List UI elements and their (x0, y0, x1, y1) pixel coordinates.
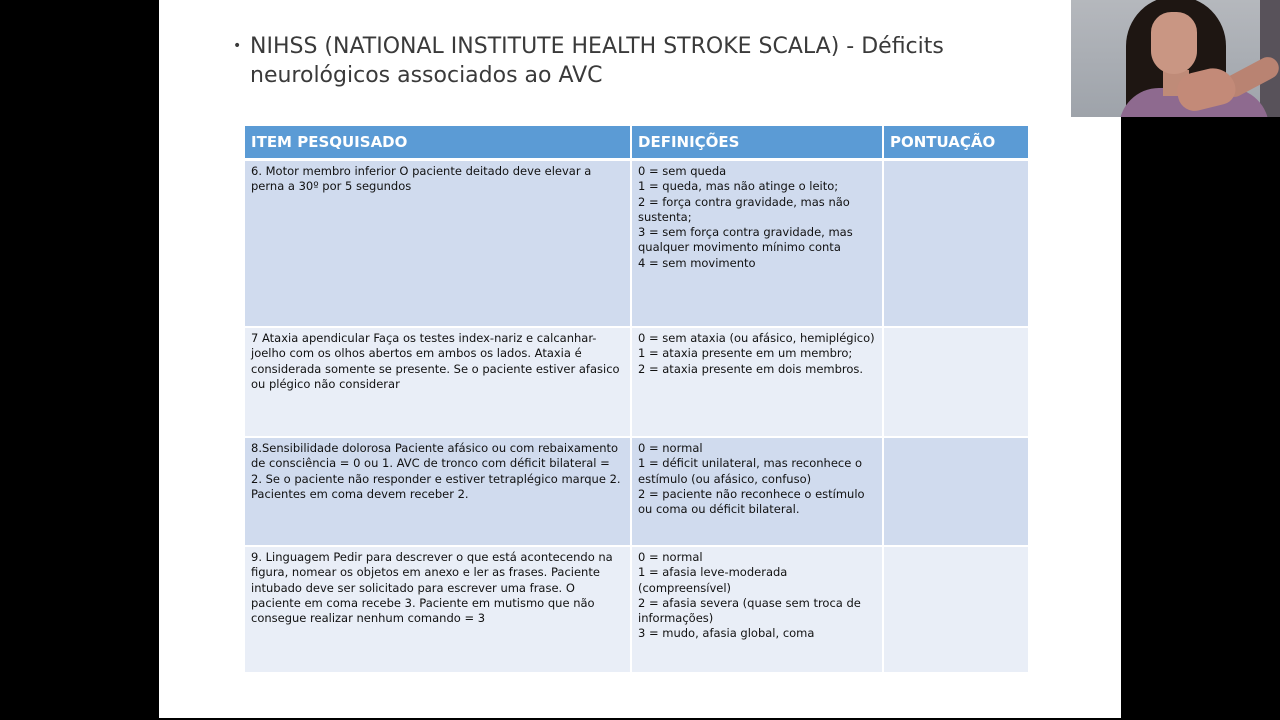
definition-line: 3 = sem força contra gravidade, mas qualquer movimento mínimo conta (638, 225, 853, 255)
definition-line: 2 = afasia severa (quase sem troca de informações) (638, 595, 861, 626)
definitions-cell (631, 160, 883, 328)
definition-line: 0 = sem queda (638, 164, 727, 178)
definitions-cell (631, 546, 883, 673)
table-row (245, 437, 1029, 546)
item-cell: 8.Sensibilidade dolorosa Paciente afásico ou com rebaixamento de consciência = 0 ou 1. AVC de tronco com déficit bilateral = 2. Se o paciente não responder e estiver tetraplégico marque 2. Pacientes em coma devem receber 2. (245, 437, 631, 546)
definitions-cell (631, 327, 883, 437)
item-cell: 7 Ataxia apendicular Faça os testes index-nariz e calcanhar-joelho com os olhos abertos em ambos os lados. Ataxia é considerada somente se presente. Se o paciente estiver afasico ou plégico não considerar (245, 327, 631, 437)
bullet-icon: • (233, 38, 242, 54)
presenter-face (1151, 12, 1197, 74)
table-row (245, 327, 1029, 437)
table-header-row (245, 126, 1029, 160)
definition-line: 0 = normal (638, 550, 703, 564)
header-definitions: DEFINIÇÕES (631, 126, 883, 160)
score-cell (883, 160, 1029, 328)
nihss-table (245, 126, 1030, 674)
header-score: PONTUAÇÃO (883, 126, 1029, 160)
score-cell (883, 327, 1029, 437)
score-cell (883, 437, 1029, 546)
definition-line: 1 = queda, mas não atinge o leito; (638, 179, 839, 194)
definition-line: 3 = mudo, afasia global, coma (638, 626, 815, 641)
slide-title-text: NIHSS (NATIONAL INSTITUTE HEALTH STROKE SCALA) - Déficits neurológicos associados ao AVC (250, 34, 944, 88)
definition-line: 1 = ataxia presente em um membro; (638, 346, 853, 361)
definition-line: 0 = normal (638, 441, 703, 455)
score-cell (883, 546, 1029, 673)
definition-line: 0 = sem ataxia (ou afásico, hemiplégico) (638, 331, 875, 345)
item-cell: 6. Motor membro inferior O paciente deitado deve elevar a perna a 30º por 5 segundos (245, 160, 631, 328)
definition-line: 2 = paciente não reconhece o estímulo ou coma ou déficit bilateral. (638, 486, 865, 517)
table-row (245, 546, 1029, 673)
presenter-webcam-thumbnail[interactable] (1071, 0, 1280, 117)
table-row (245, 160, 1029, 328)
definition-line: 1 = afasia leve-moderada (compreensível) (638, 565, 788, 595)
definition-line: 4 = sem movimento (638, 255, 756, 270)
definitions-cell (631, 437, 883, 546)
definition-line: 1 = déficit unilateral, mas reconhece o estímulo (ou afásico, confuso) (638, 456, 862, 486)
item-cell: 9. Linguagem Pedir para descrever o que está acontecendo na figura, nomear os objetos em anexo e ler as frases. Paciente intubado deve ser solicitado para escrever uma frase. O paciente em coma recebe 3. Paciente em mutismo que não consegue realizar nenhum comando = 3 (245, 546, 631, 673)
definition-line: 2 = ataxia presente em dois membros. (638, 361, 864, 376)
definition-line: 2 = força contra gravidade, mas não sustenta; (638, 194, 850, 224)
header-item: ITEM PESQUISADO (245, 126, 631, 160)
